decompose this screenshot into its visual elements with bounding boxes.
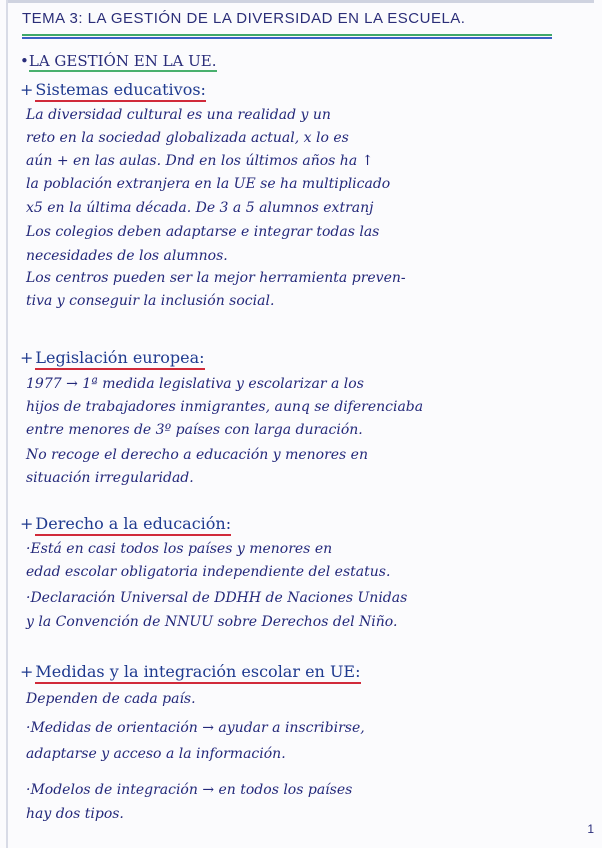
text-line: y la Convención de NNUU sobre Derechos del Niño. <box>26 614 398 630</box>
heading-text: Medidas y la integración escolar en UE: <box>35 662 360 684</box>
text-line: Los colegios deben adaptarse e integrar todas las <box>26 224 380 240</box>
text-line: edad escolar obligatoria independiente del estatus. <box>26 564 391 580</box>
text-line: ·Declaración Universal de DDHH de Naciones Unidas <box>26 590 408 606</box>
text-line: hay dos tipos. <box>26 806 124 822</box>
text-line: hijos de trabajadores inmigrantes, aunq se diferenciaba <box>26 399 424 415</box>
text-line: x5 en la última década. De 3 a 5 alumnos extranj <box>26 200 374 216</box>
title-underline-blue <box>22 37 552 39</box>
text-line: entre menores de 3º países con larga duración. <box>26 422 363 438</box>
heading-derecho-educacion: + Derecho a la educación: <box>20 514 231 536</box>
page-top-border <box>8 0 594 3</box>
heading-text: Derecho a la educación: <box>35 514 231 536</box>
heading-medidas-integracion: + Medidas y la integración escolar en UE: <box>20 662 361 684</box>
text-line: ·Medidas de orientación → ayudar a inscribirse, <box>26 720 365 736</box>
text-line: Los centros pueden ser la mejor herramienta preven- <box>26 270 406 286</box>
page-number: 1 <box>587 822 594 836</box>
text-line: ·Está en casi todos los países y menores en <box>26 541 333 557</box>
text-line: tiva y conseguir la inclusión social. <box>26 293 275 309</box>
text-line: necesidades de los alumnos. <box>26 248 228 264</box>
text-line: la población extranjera en la UE se ha multiplicado <box>26 176 391 192</box>
text-line: situación irregularidad. <box>26 470 194 486</box>
section-title: •LA GESTIÓN EN LA UE. <box>20 52 217 70</box>
text-line: adaptarse y acceso a la información. <box>26 746 286 762</box>
heading-sistemas-educativos: + Sistemas educativos: <box>20 80 206 102</box>
heading-text: Legislación europea: <box>35 348 204 370</box>
text-line: aún + en las aulas. Dnd en los últimos años ha ↑ <box>26 153 374 169</box>
page-title: TEMA 3: LA GESTIÓN DE LA DIVERSIDAD EN LA ESCUELA. <box>22 10 466 27</box>
text-line: ·Modelos de integración → en todos los países <box>26 782 353 798</box>
text-line: La diversidad cultural es una realidad y un <box>26 107 331 123</box>
heading-text: Sistemas educativos: <box>35 80 206 102</box>
text-line: Dependen de cada país. <box>26 691 196 707</box>
text-line: 1977 → 1ª medida legislativa y escolarizar a los <box>26 376 364 392</box>
text-line: No recoge el derecho a educación y menores en <box>26 447 368 463</box>
page-left-border <box>6 0 8 848</box>
text-line: reto en la sociedad globalizada actual, x lo es <box>26 130 349 146</box>
section-title-text: LA GESTIÓN EN LA UE. <box>28 52 217 70</box>
heading-legislacion-europea: + Legislación europea: <box>20 348 205 370</box>
title-underline-green <box>22 34 552 36</box>
